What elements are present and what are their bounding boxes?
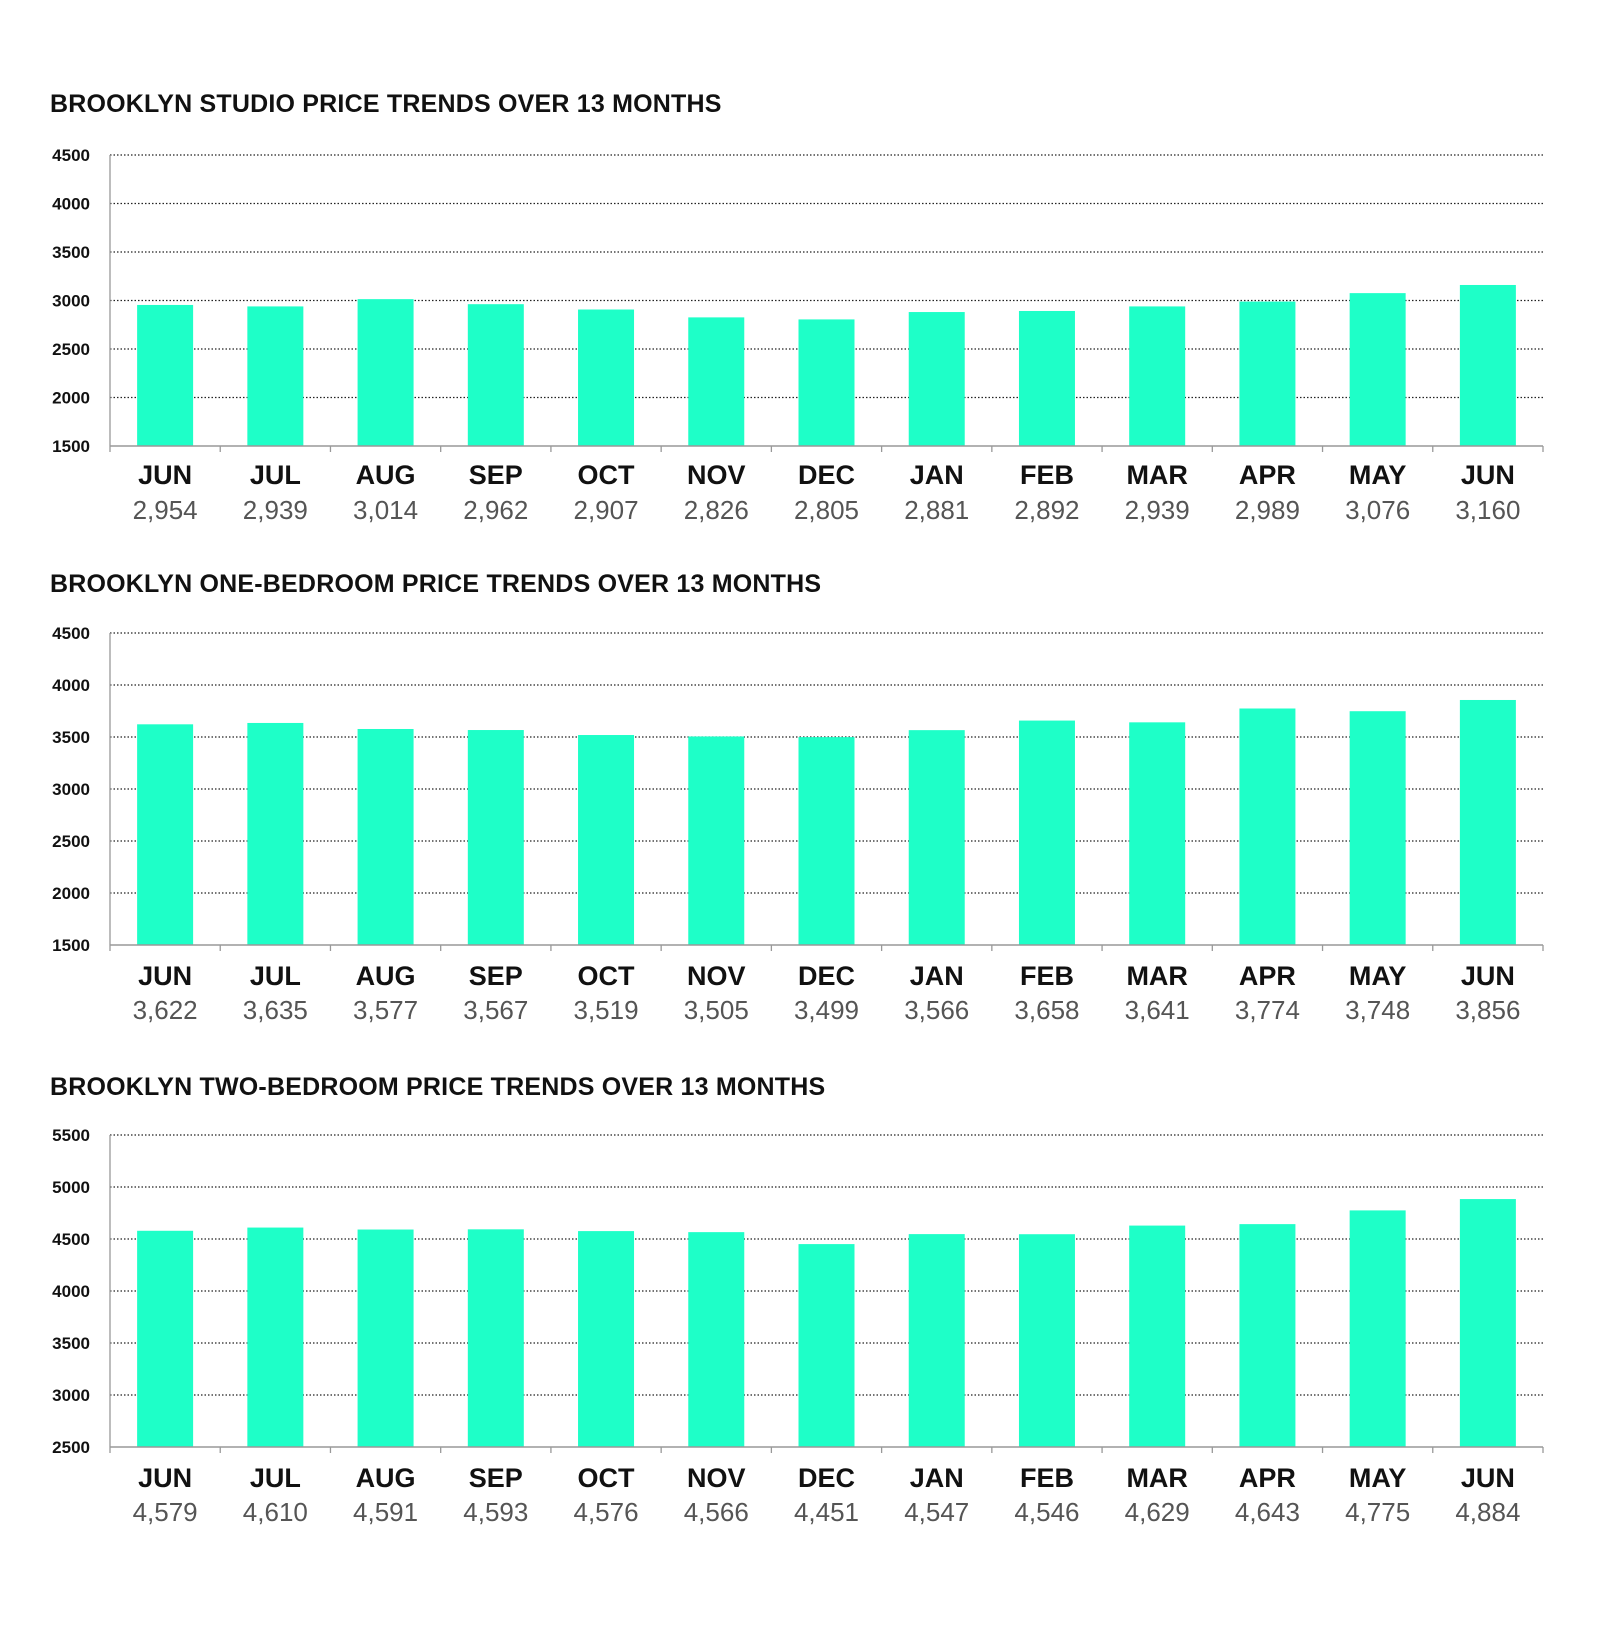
x-tick-label: SEP [468,460,523,490]
bar [137,1231,193,1447]
x-tick-label: AUG [355,1463,416,1493]
y-tick-label: 3000 [52,291,90,311]
x-tick-label: JUL [249,460,301,490]
data-label: 3,160 [1455,495,1521,525]
x-tick-label: MAR [1126,961,1188,991]
data-label: 2,805 [793,495,860,525]
data-label: 2,892 [1014,495,1080,525]
y-tick-label: 5500 [52,1126,90,1145]
data-label: 3,505 [683,995,749,1025]
x-tick-label: APR [1238,1463,1296,1493]
x-tick-label: JUL [249,1463,301,1493]
y-tick-label: 4000 [52,676,90,695]
x-tick-label: DEC [797,1463,856,1493]
chart-title: BROOKLYN TWO-BEDROOM PRICE TRENDS OVER 13 MONTHS [50,1073,826,1101]
y-tick-label: 2500 [52,340,90,359]
x-tick-label: AUG [355,961,416,991]
y-tick-label: 1500 [52,437,90,456]
bar [1239,1224,1295,1447]
x-tick-label: NOV [687,1463,746,1493]
data-label: 3,519 [573,995,639,1025]
data-label: 4,579 [132,1497,198,1527]
data-label: 3,567 [463,995,529,1025]
data-label: 4,593 [463,1497,529,1527]
data-label: 2,939 [242,495,308,525]
data-label: 3,566 [904,995,970,1025]
data-label: 3,014 [353,495,419,525]
x-tick-label: JAN [909,961,964,991]
data-label: 3,658 [1014,995,1080,1025]
bar [909,1234,965,1447]
y-tick-label: 2500 [52,832,90,851]
x-tick-label: MAR [1126,460,1188,490]
x-tick-label: JUN [138,460,193,490]
x-tick-label: NOV [687,961,746,991]
y-tick-label: 4500 [52,624,90,643]
data-label: 3,622 [132,995,198,1025]
bar [247,1228,303,1447]
bar [578,1231,634,1447]
bar [1350,1210,1406,1447]
data-label: 3,499 [793,995,860,1025]
data-label: 4,884 [1455,1497,1521,1527]
x-tick-label: JUN [1460,460,1515,490]
y-tick-label: 3000 [52,780,90,799]
x-tick-label: JUN [138,961,193,991]
data-label: 2,954 [132,495,198,525]
x-tick-label: AUG [355,460,416,490]
y-tick-label: 5000 [52,1178,90,1197]
bar [468,1229,524,1447]
data-label: 2,962 [463,495,529,525]
data-label: 4,451 [793,1497,860,1527]
data-label: 4,576 [573,1497,639,1527]
x-tick-label: MAY [1348,961,1407,991]
data-label: 4,629 [1124,1497,1190,1527]
data-label: 3,577 [353,995,419,1025]
x-tick-label: OCT [577,460,635,490]
y-tick-label: 3500 [52,1334,90,1353]
data-label: 3,748 [1345,995,1411,1025]
y-tick-label: 1500 [52,936,90,955]
x-tick-label: MAY [1348,460,1407,490]
x-tick-label: JUN [1460,961,1515,991]
x-tick-label: JUN [1460,1463,1515,1493]
data-label: 2,826 [683,495,749,525]
bar [799,1244,855,1447]
y-tick-label: 2000 [52,884,90,903]
data-label: 3,076 [1345,495,1411,525]
data-label: 4,546 [1014,1497,1080,1527]
data-label: 2,907 [573,495,639,525]
x-tick-label: OCT [577,1463,635,1493]
y-tick-label: 4500 [52,1230,90,1249]
data-label: 3,774 [1234,995,1300,1025]
data-label: 4,547 [904,1497,970,1527]
y-tick-label: 3500 [52,728,90,747]
x-tick-label: DEC [797,961,856,991]
data-label: 4,591 [353,1497,419,1527]
x-tick-label: JUN [138,1463,193,1493]
y-tick-label: 3000 [52,1386,90,1405]
data-label: 4,775 [1345,1497,1411,1527]
x-tick-label: SEP [468,961,523,991]
data-label: 2,989 [1234,495,1300,525]
bar [1019,1234,1075,1447]
x-tick-label: FEB [1019,961,1074,991]
chart-title: BROOKLYN STUDIO PRICE TRENDS OVER 13 MONTHS [50,90,722,118]
x-tick-label: DEC [797,460,856,490]
bar [1460,1199,1516,1447]
y-tick-label: 4000 [52,1282,90,1301]
data-label: 3,635 [242,995,308,1025]
bar [688,1232,744,1447]
x-tick-label: JAN [909,1463,964,1493]
data-label: 3,856 [1455,995,1521,1025]
x-tick-label: FEB [1019,1463,1074,1493]
x-tick-label: JUL [249,961,301,991]
y-tick-label: 3500 [52,243,90,262]
x-tick-label: SEP [468,1463,523,1493]
y-tick-label: 4500 [52,146,90,165]
data-label: 2,881 [904,495,970,525]
data-label: 4,610 [242,1497,308,1527]
bar [1129,1226,1185,1447]
x-tick-label: MAY [1348,1463,1407,1493]
x-tick-label: OCT [577,961,635,991]
data-label: 2,939 [1124,495,1190,525]
x-tick-label: NOV [687,460,746,490]
data-label: 4,566 [683,1497,749,1527]
chart-title: BROOKLYN ONE-BEDROOM PRICE TRENDS OVER 13 MONTHS [50,570,822,598]
x-tick-label: APR [1238,460,1296,490]
y-tick-label: 4000 [52,194,90,214]
data-label: 4,643 [1234,1497,1300,1527]
x-tick-label: FEB [1019,460,1074,490]
bar [358,1230,414,1447]
x-tick-label: APR [1238,961,1296,991]
y-tick-label: 2500 [52,1438,90,1457]
data-label: 3,641 [1124,995,1190,1025]
y-tick-label: 2000 [52,388,90,408]
x-tick-label: MAR [1126,1463,1188,1493]
x-tick-label: JAN [909,460,964,490]
